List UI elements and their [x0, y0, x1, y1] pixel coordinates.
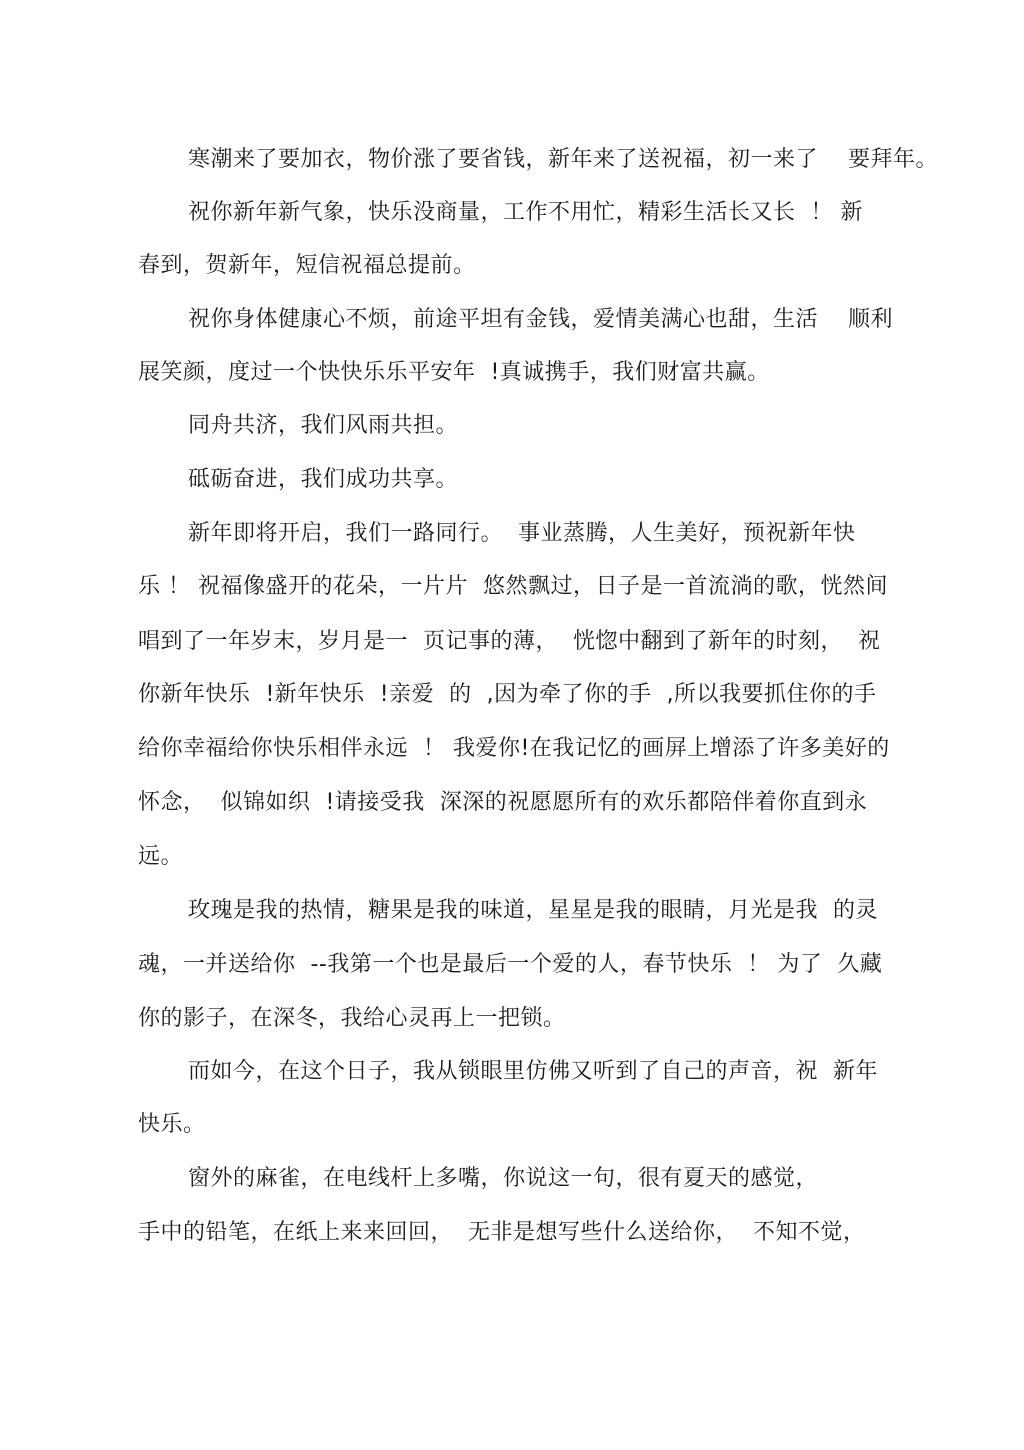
text-line: 快乐。: [138, 1112, 206, 1137]
text-line: 唱到了一年岁末，岁月是一 页记事的薄， 恍惚中翻到了新年的时刻， 祝: [138, 629, 881, 654]
text-line: 同舟共济，我们风雨共担。: [188, 413, 459, 438]
text-line: 玫瑰是我的热情，糖果是我的味道，星星是我的眼睛，月光是我 的灵: [188, 898, 878, 923]
text-line: 展笑颜，度过一个快快乐乐平安年 !真诚携手，我们财富共赢。: [138, 360, 770, 385]
text-line: 你的影子，在深冬，我给心灵再上一把锁。: [138, 1006, 566, 1031]
text-line: 祝你身体健康心不烦，前途平坦有金钱，爱情美满心也甜，生活 顺利: [188, 307, 893, 332]
text-line: 远。: [138, 844, 184, 869]
text-line: 怀念， 似锦如织 !请接受我 深深的祝愿愿所有的欢乐都陪伴着你直到永: [138, 790, 868, 815]
text-line: 窗外的麻雀，在电线杆上多嘴，你说这一句，很有夏天的感觉，: [188, 1166, 819, 1191]
text-line: 新年即将开启，我们一路同行。 事业蒸腾，人生美好，预祝新年快: [188, 521, 856, 546]
text-line: 你新年快乐 !新年快乐 !亲爱 的 ,因为牵了你的手 ,所以我要抓住你的手: [138, 682, 877, 707]
text-line: 魂，一并送给你 --我第一个也是最后一个爱的人，春节快乐 ！ 为了 久藏: [138, 952, 883, 977]
text-line: 寒潮来了要加衣，物价涨了要省钱，新年来了送祝福，初一来了 要拜年。: [188, 147, 938, 172]
text-line: 给你幸福给你快乐相伴永远 ！ 我爱你!在我记忆的画屏上增添了许多美好的: [138, 736, 890, 761]
text-line: 而如今，在这个日子，我从锁眼里仿佛又听到了自己的声音，祝 新年: [188, 1059, 878, 1084]
text-line: 手中的铅笔，在纸上来来回回， 无非是想写些什么送给你， 不知不觉，: [138, 1220, 866, 1245]
text-line: 祝你新年新气象，快乐没商量，工作不用忙，精彩生活长又长 ！ 新: [188, 200, 863, 225]
text-line: 砥砺奋进，我们成功共享。: [188, 467, 459, 492]
text-line: 春到，贺新年，短信祝福总提前。: [138, 253, 476, 278]
text-line: 乐 ！ 祝福像盛开的花朵，一片片 悠然飘过，日子是一首流淌的歌，恍然间: [138, 574, 888, 599]
